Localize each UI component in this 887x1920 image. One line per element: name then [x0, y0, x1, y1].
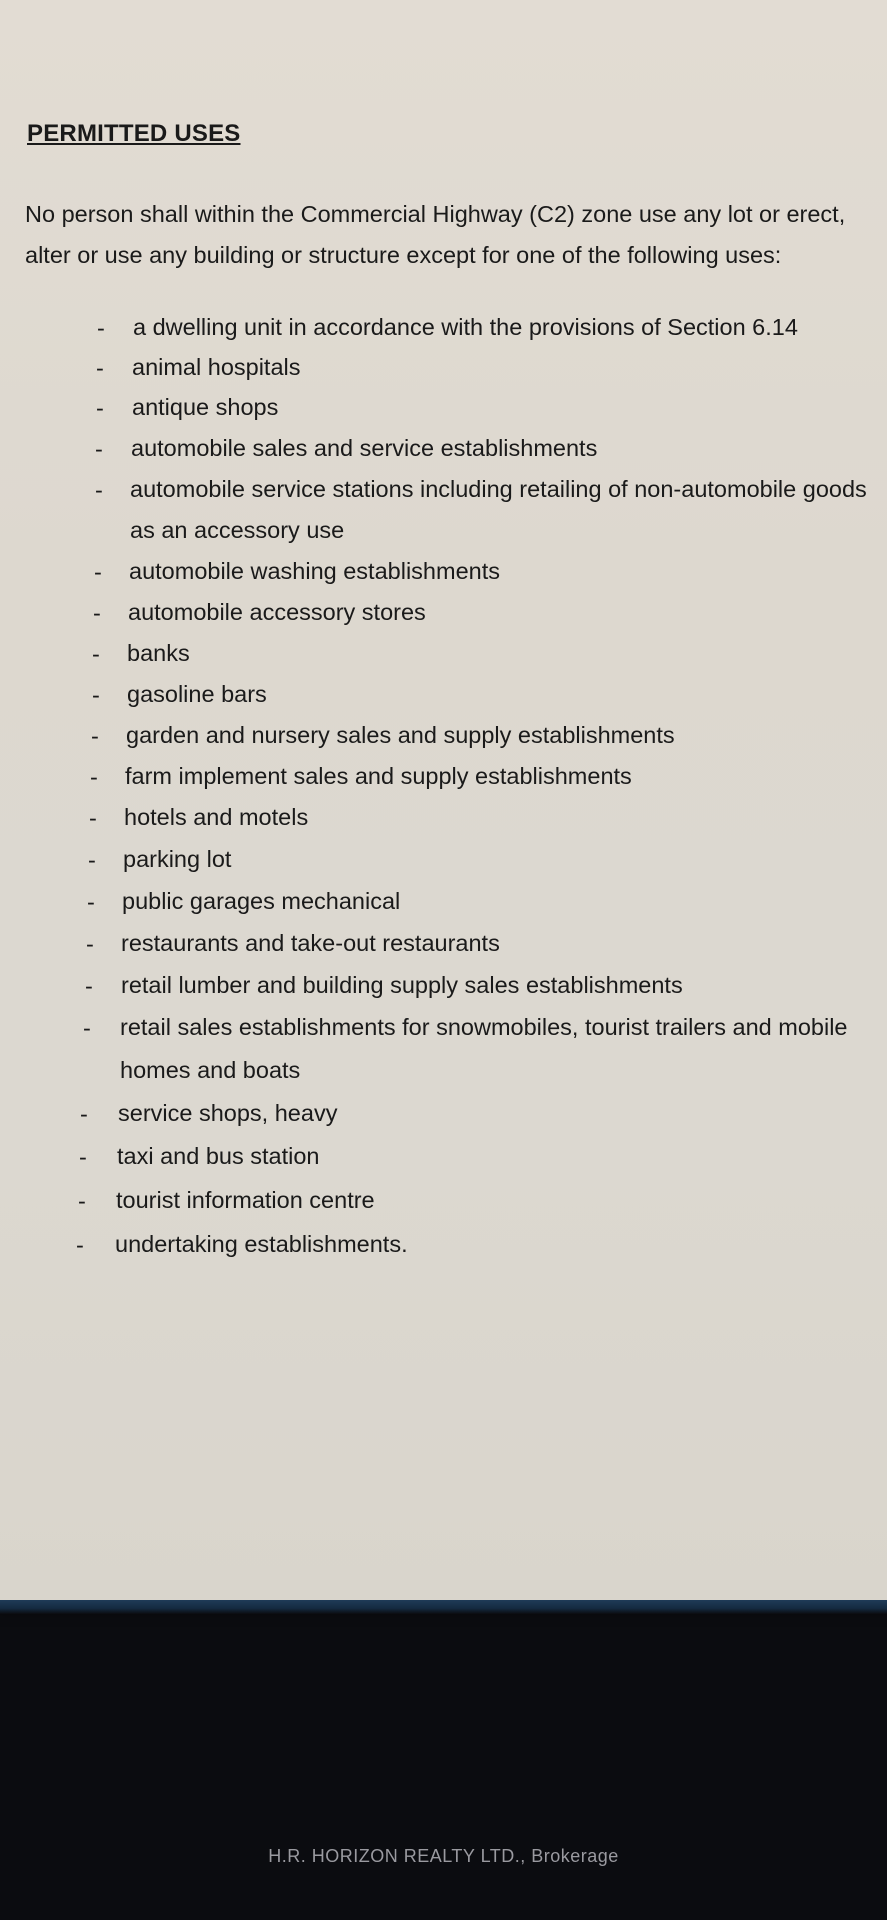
watermark-footer: H.R. HORIZON REALTY LTD., Brokerage — [268, 1846, 619, 1866]
list-item-text: tourist information centre — [116, 1187, 375, 1213]
list-bullet: - — [91, 723, 99, 749]
list-bullet: - — [96, 395, 104, 421]
list-bullet: - — [78, 1188, 86, 1214]
list-bullet: - — [90, 764, 98, 790]
list-bullet: - — [89, 805, 97, 831]
list-bullet: - — [95, 436, 103, 462]
list-item-text: taxi and bus station — [117, 1143, 320, 1169]
list-item-text: service shops, heavy — [118, 1100, 338, 1126]
list-bullet: - — [96, 355, 104, 381]
list-item-text: animal hospitals — [132, 354, 301, 380]
list-item-text: undertaking establishments. — [115, 1231, 408, 1257]
list-item-text: parking lot — [123, 846, 232, 872]
list-bullet: - — [93, 600, 101, 626]
list-item-text: a dwelling unit in accordance with the provisions of Section 6.14 — [133, 314, 798, 340]
list-bullet: - — [79, 1144, 87, 1170]
list-item-text: antique shops — [132, 394, 279, 420]
list-bullet: - — [94, 559, 102, 585]
list-bullet: - — [76, 1232, 84, 1258]
list-bullet: - — [97, 315, 105, 341]
list-item-text: farm implement sales and supply establishments — [125, 763, 632, 789]
list-bullet: - — [83, 1015, 91, 1041]
list-item-text: automobile accessory stores — [128, 599, 426, 625]
list-bullet: - — [88, 847, 96, 873]
list-item-text: garden and nursery sales and supply establishments — [126, 722, 675, 748]
list-item-text: automobile sales and service establishments — [131, 435, 598, 461]
list-item-text: homes and boats — [120, 1057, 301, 1083]
list-bullet: - — [92, 682, 100, 708]
list-item-text: banks — [127, 640, 190, 666]
list-item-text: gasoline bars — [127, 681, 267, 707]
list-item-text: automobile washing establishments — [129, 558, 500, 584]
page-edge-shadow — [0, 1600, 887, 1614]
section-heading: PERMITTED USES — [27, 120, 241, 147]
list-item-text: as an accessory use — [130, 517, 345, 543]
intro-paragraph: No person shall within the Commercial Highway (C2) zone use any lot or erect, alter or use any building or structure except for one of the following uses: — [25, 201, 846, 268]
list-bullet: - — [92, 641, 100, 667]
list-bullet: - — [85, 973, 93, 999]
list-item-text: retail lumber and building supply sales establishments — [121, 972, 683, 998]
list-item-text: retail sales establishments for snowmobiles, tourist trailers and mobile — [120, 1014, 848, 1040]
list-item-text: public garages mechanical — [122, 888, 401, 914]
list-bullet: - — [87, 889, 95, 915]
list-item-text: automobile service stations including retailing of non-automobile goods — [130, 476, 867, 502]
list-bullet: - — [95, 477, 103, 503]
list-item-text: restaurants and take-out restaurants — [121, 930, 500, 956]
list-item-text: hotels and motels — [124, 804, 309, 830]
list-bullet: - — [80, 1101, 88, 1127]
list-bullet: - — [86, 931, 94, 957]
